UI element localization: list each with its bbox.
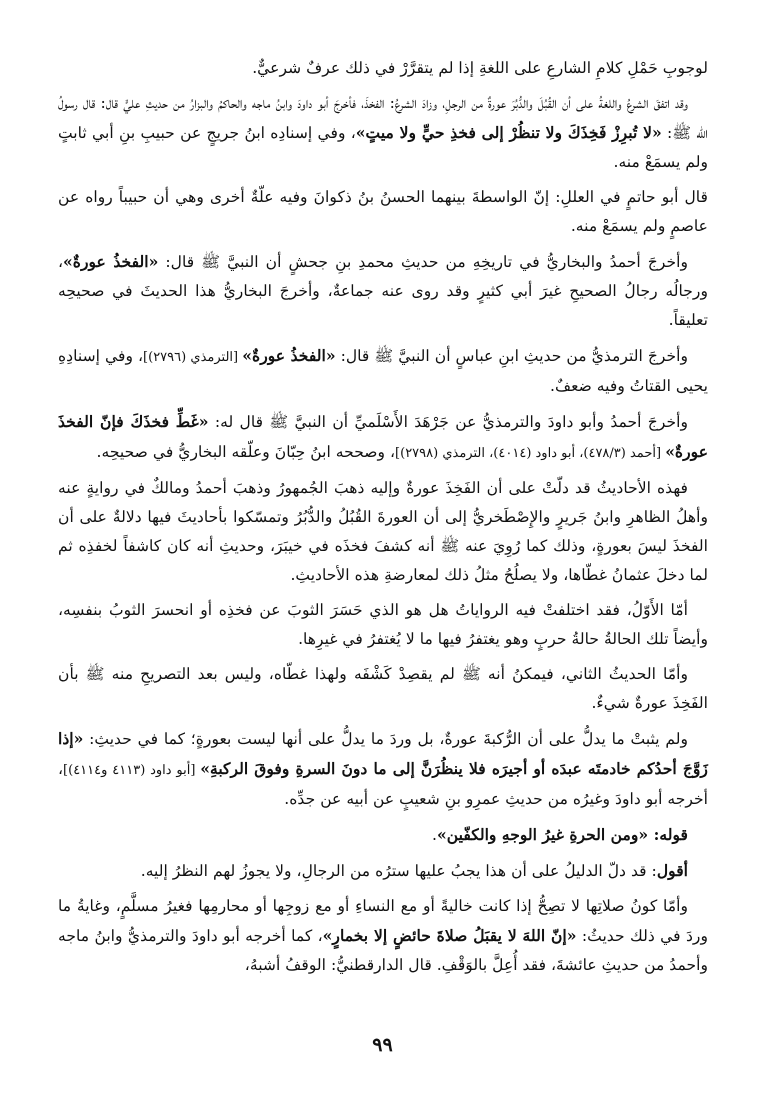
bold-text: «إنّ اللهَ لا يقبَلُ صلاةَ حائضٍ إلا بخمارٍ» bbox=[322, 926, 577, 945]
text-run: ، ورجالُه رجالُ الصحيحِ غيرَ أبي كثيرٍ وقد روى عنه جماعةٌ، وأخرجَ البخاريُّ هذا الحديثَ في صحيحِه تعليقاً. bbox=[58, 253, 708, 329]
bold-text: «لا تُبرِزْ فَخِذَكَ ولا تنظُرْ إلى فخذِ حيٍّ ولا ميتٍ» bbox=[355, 123, 662, 142]
bold-text: قوله: bbox=[648, 825, 688, 844]
text-run: وأخرجَ الترمذيُّ من حديثِ ابنِ عباسٍ أن النبيَّ ﷺ قال: bbox=[335, 347, 688, 365]
bold-text: «الفخذُ عورةٌ» bbox=[242, 346, 336, 365]
bold-text: «غَطِّ فخذَكَ فإنّ الفخذَ عورةٌ» bbox=[58, 412, 708, 461]
paragraph bbox=[58, 89, 708, 177]
text-run: : قد دلّ الدليلُ على أن هذا يجبُ عليها سترُه من الرجالِ، ولا يجوزُ لهم النظرُ إليه. bbox=[140, 862, 657, 880]
bold-text: «الفخذُ عورةٌ» bbox=[63, 252, 159, 271]
citation-text: [أبو داود (٤١١٣ و٤١١٤)] bbox=[63, 763, 201, 778]
text-run: وأخرجَ أحمدُ وأبو داودَ والترمذيُّ عن جَرْهَدَ الأَسْلَميِّ أن النبيَّ ﷺ قال له: bbox=[208, 413, 688, 431]
paragraph bbox=[58, 820, 708, 850]
paragraph bbox=[58, 596, 708, 654]
paragraph bbox=[58, 341, 708, 401]
text-run: فهذه الأحاديثُ قد دلّتْ على أن الفَخِذَ عورةٌ وإليه ذهبَ الجُمهورُ وذهبَ أحمدُ ومالكٌ في روايةٍ عنه وأهلُ الظاهرِ وابنُ جَريرٍ والإِصْطَخريُّ إلى أن العورةَ القُبُلُ والدُّبُرُ وتمسّكوا بأحاديثَ فيها دلالةٌ على أن الفخذَ ليسَ بعورةٍ، وذلك كما رُوِيَ عنه ﷺ أنه كشفَ فخذَه في خيبَرَ، وحديثِ أنه كان كاشفاً لخفذِه ثم لما دخلَ عثمانُ غطّاها، ولا يصلُحُ مثلُ ذلك لمعارضةِ هذه الأحاديثِ. bbox=[58, 479, 708, 584]
paragraph bbox=[58, 474, 708, 590]
text-run: قال أبو حاتمٍ في العللِ: إنّ الواسطةَ بينهما الحسنُ بنُ ذكوانَ وفيه علّةٌ أخرى وهي أن حبيباً رواه عن عاصمٍ ولم يسمَعْ منه. bbox=[58, 188, 708, 235]
paragraph bbox=[58, 892, 708, 980]
text-run: ، وفي إسنادِه ابنُ جريجٍ عن حبيبِ بنِ أبي ثابتٍ ولم يسمَعْ منه. bbox=[58, 124, 708, 171]
citation-text: [الترمذي (٢٧٩٦)] bbox=[143, 350, 243, 365]
bold-text: «ومن الحرةِ غيرُ الوجهِ والكفّين» bbox=[437, 825, 649, 844]
bold-text: «إذا زَوَّجَ أحدُكم خادمتَه عبدَه أو أجيرَه فلا ينظُرَنَّ إلى ما دونَ السرةِ وفوقَ الركبةِ» bbox=[58, 729, 708, 778]
page-number: ٩٩ bbox=[372, 1034, 393, 1056]
page-body bbox=[58, 54, 708, 986]
text-run: أمّا الأَوّلُ، فقد اختلفتْ فيه الرواياتُ هل هو الذي حَسَرَ الثوبَ عن فخذِه أو انحسرَ الثوبُ بنفسِه، وأيضاً تلك الحالةُ حالةُ حربٍ وهو يغتفرُ فيها ما لا يُغتفرُ في غيرِها. bbox=[58, 601, 708, 648]
text-run: . bbox=[432, 826, 437, 844]
citation-text: [أحمد (٤٧٨/٣)، أبو داود (٤٠١٤)، الترمذي (٢٧٩٨)] bbox=[395, 446, 666, 461]
text-run: ، وصححه ابنُ حِبّانَ وعلّقه البخاريُّ في صحيحِه. bbox=[96, 443, 396, 461]
text-run: ، وفي إسنادِهِ يحيى القتاتُ وفيه ضعفٌ. bbox=[58, 347, 708, 395]
text-run: ، أخرجه أبو داودَ وغيرُه من حديثِ عمرِو بنِ شعيبٍ عن أبيه عن جدِّه. bbox=[58, 760, 708, 808]
bold-text: أقول bbox=[656, 861, 688, 880]
text-run: وقد اتفقَ الشرعُ واللغةُ على أن القُبُلَ والدُّبُرَ عورةٌ من الرجلِ، وزادَ الشرعُ: الفخذَ، فأخرجَ أبو داودَ وابنُ ماجه والحاكمُ والبزارُ من حديثِ عليٍّ قال: قال رسولُ الله ﷺ: bbox=[58, 94, 708, 142]
paragraph bbox=[58, 660, 708, 718]
paragraph bbox=[58, 54, 708, 83]
text-run: ولم يثبتْ ما يدلُّ على أن الرُّكبةَ عورةٌ، بل وردَ ما يدلُّ على أنها ليست بعورةٍ؛ كما في حديثِ: bbox=[83, 730, 688, 748]
paragraph bbox=[58, 183, 708, 241]
text-run: وأمّا كونُ صلاتِها لا تصِحُّ إذا كانت خاليةً أو مع النساءِ أو مع زوجِها أو محارمِها فغيرُ مسلَّمٍ، وغايةُ ما وردَ في ذلك حديثُ: bbox=[58, 897, 708, 945]
paragraph bbox=[58, 407, 708, 468]
text-run: لوجوبِ حَمْلِ كلامِ الشارعِ على اللغةِ إذا لم يتقرَّرْ في ذلك عرفٌ شرعيٌّ. bbox=[252, 59, 708, 77]
paragraph bbox=[58, 724, 708, 814]
paragraph bbox=[58, 247, 708, 335]
paragraph bbox=[58, 856, 708, 886]
text-run: ، كما أخرجه أبو داودَ والترمذيُّ وابنُ ماجه وأحمدُ من حديثِ عائشةَ، فقد أُعِلَّ بالوَقْفِ. قال الدارقطنيُّ: الوقفُ أشبهُ، bbox=[58, 927, 708, 974]
text-run: وأمّا الحديثُ الثاني، فيمكنُ أنه ﷺ لم يقصِدْ كَشْفَه ولهذا غطّاه، وليس بعد التصريحِ منه ﷺ بأن الفَخِذَ عورةٌ شيءٌ. bbox=[58, 665, 708, 712]
text-run: وأخرجَ أحمدُ والبخاريُّ في تاريخِهِ من حديثِ محمدِ بنِ جحشٍ أن النبيَّ ﷺ قال: bbox=[158, 253, 688, 271]
